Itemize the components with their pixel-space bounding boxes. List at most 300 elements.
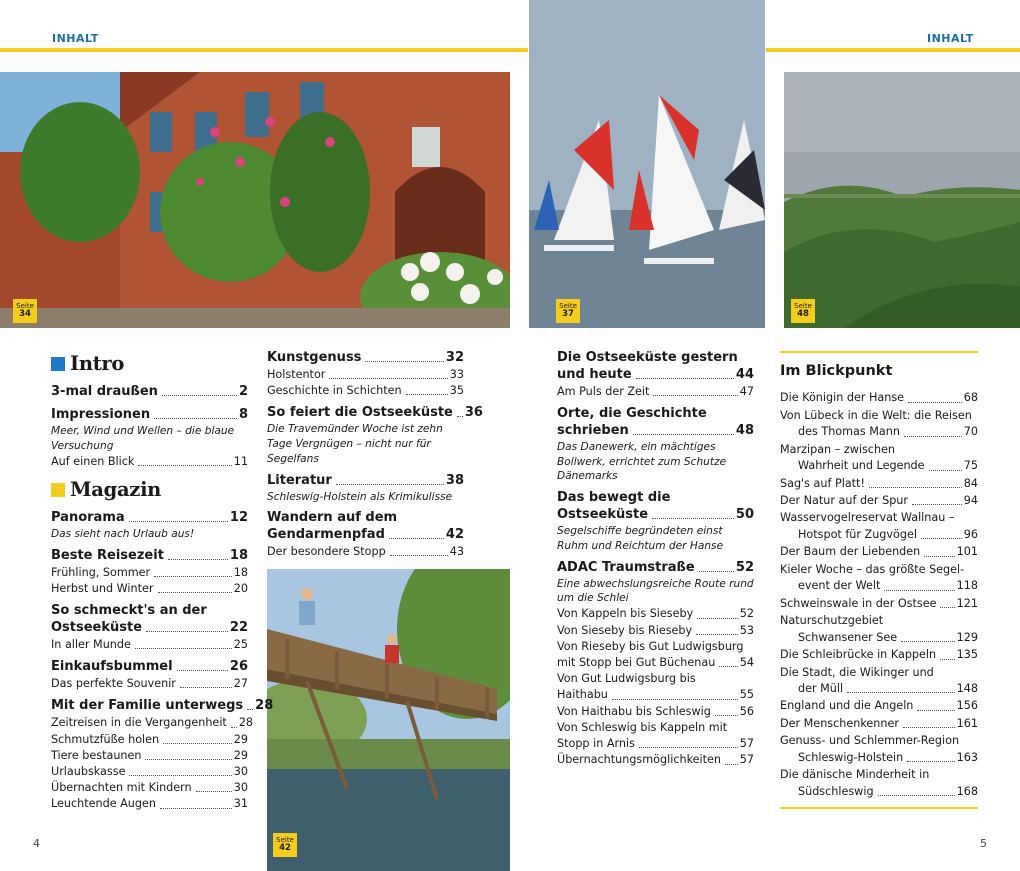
toc-page-number: 12 (229, 510, 248, 526)
toc-entry-text: So schmeckt's an der (51, 603, 207, 619)
toc-group (51, 659, 248, 692)
toc-entry (780, 733, 978, 749)
toc-entry (780, 767, 978, 783)
dot-leader (715, 715, 738, 716)
badge-page: 37 (562, 309, 574, 320)
toc-group (267, 473, 464, 505)
dot-leader (138, 465, 231, 466)
toc-entry-text: Von Haithabu bis Schleswig (557, 704, 711, 718)
toc-entry (780, 408, 978, 424)
dot-leader (231, 727, 237, 728)
toc-entry-text: Übernachtungsmöglichkeiten (557, 753, 721, 767)
toc-entry (51, 581, 248, 597)
toc-page-number: 30 (233, 781, 248, 795)
magazin-square-icon (51, 483, 65, 497)
toc-page-number: 11 (233, 454, 248, 468)
blickpunkt-item (780, 716, 978, 732)
dot-leader (406, 394, 448, 395)
toc-entry (51, 454, 248, 470)
toc-page-number: 20 (233, 582, 248, 596)
dot-leader (162, 395, 237, 396)
toc-entry-text: Wasservogelreservat Wallnau – (780, 511, 955, 525)
toc-entry-text: Ostseeküste (557, 507, 649, 523)
blickpunkt-item (780, 698, 978, 714)
blickpunkt-item (780, 442, 978, 475)
toc-description: Segelschiffe begründeten einst Ruhm und Reichtum der Hanse (557, 525, 724, 552)
toc-entry (780, 630, 978, 646)
toc-page-number: 135 (956, 648, 978, 662)
toc-heading (557, 490, 754, 507)
toc-entry-text: Literatur (267, 472, 332, 488)
blickpunkt-item (780, 390, 978, 406)
page-number-left: 4 (33, 837, 40, 850)
toc-page-number: 36 (464, 405, 483, 421)
toc-page-number: 118 (956, 579, 978, 593)
toc-heading (557, 367, 754, 384)
toc-entry-text: Das bewegt die (557, 490, 671, 506)
toc-entry-text: Übernachten mit Kindern (51, 781, 192, 795)
toc-entry-text: ADAC Traumstraße (557, 559, 695, 575)
toc-entry (780, 681, 978, 697)
toc-entry (780, 698, 978, 714)
dot-leader (129, 521, 228, 522)
toc-heading (51, 620, 248, 637)
toc-page-number: 96 (963, 527, 978, 541)
toc-page-number: 8 (238, 407, 248, 423)
dot-leader (158, 592, 232, 593)
toc-group (557, 490, 754, 553)
dot-leader (878, 795, 955, 796)
toc-page-number: 26 (229, 659, 248, 675)
intro-square-icon (51, 357, 65, 371)
toc-page-number: 75 (963, 459, 978, 473)
toc-entry (557, 687, 754, 703)
dot-leader (154, 418, 237, 419)
toc-entry-text: Von Rieseby bis Gut Ludwigsburg (557, 639, 744, 653)
page-badge (13, 299, 37, 323)
toc-group (557, 350, 754, 400)
header-rule-right (766, 48, 1020, 52)
toc-entry-text: Südschleswig (798, 784, 874, 798)
dot-leader (884, 590, 954, 591)
dot-leader (869, 487, 962, 488)
toc-page-number: 101 (956, 545, 978, 559)
toc-entry-text: Stopp in Arnis (557, 737, 635, 751)
toc-column-3 (557, 350, 754, 775)
blickpunkt-item (780, 647, 978, 663)
toc-page-number: 56 (739, 704, 754, 718)
toc-description: Schleswig-Holstein als Krimikulisse (267, 490, 453, 503)
header-inhalt-left: INHALT (52, 32, 99, 45)
toc-entry-text: Von Sieseby bis Rieseby (557, 623, 693, 637)
dot-leader (907, 761, 954, 762)
dot-leader (639, 747, 738, 748)
toc-page-number: 22 (229, 620, 248, 636)
toc-column-1 (51, 350, 274, 819)
badge-label: Seite (794, 302, 812, 310)
toc-entry (780, 390, 978, 406)
toc-entry-text: Das perfekte Souvenir (51, 677, 176, 691)
toc-page-number: 29 (233, 732, 248, 746)
dot-leader (940, 659, 955, 660)
toc-entry-text: Schmutzfüße holen (51, 732, 160, 746)
toc-entry (557, 736, 754, 752)
toc-page-number: 54 (739, 655, 754, 669)
blickpunkt-item (780, 596, 978, 612)
toc-heading (267, 405, 483, 422)
section-title: Magazin (70, 477, 162, 501)
toc-entry (267, 367, 464, 383)
toc-entry (780, 596, 978, 612)
section-intro (51, 350, 248, 378)
toc-entry-text: Die Stadt, die Wikinger und (780, 665, 934, 679)
dot-leader (146, 631, 228, 632)
dot-leader (917, 710, 954, 711)
badge-page: 48 (797, 309, 809, 320)
dot-leader (904, 436, 962, 437)
toc-entry-text: Die Ostseeküste gestern (557, 350, 738, 365)
photo-danewerk (784, 72, 1020, 328)
dot-leader (180, 687, 232, 688)
blickpunkt-item (780, 476, 978, 492)
toc-group (267, 405, 483, 466)
toc-heading (51, 698, 274, 715)
toc-entry-text: 3-mal draußen (51, 384, 158, 400)
toc-description: Eine abwechslungsreiche Route rund um die Schlei (557, 577, 754, 605)
toc-page-number: 42 (445, 527, 464, 543)
toc-group (51, 510, 248, 542)
toc-entry-text: England und die Angeln (780, 699, 914, 713)
toc-entry-text: Gendarmenpfad (267, 527, 385, 543)
blickpunkt-item (780, 767, 978, 800)
toc-entry (557, 623, 754, 639)
toc-entry (780, 613, 978, 629)
toc-page-number: 163 (956, 750, 978, 764)
dot-leader (168, 559, 228, 560)
toc-entry (557, 639, 754, 655)
toc-entry-text: Urlaubskasse (51, 765, 126, 779)
toc-page-number: 43 (449, 545, 464, 559)
toc-heading (267, 350, 464, 367)
dot-leader (145, 759, 231, 760)
toc-entry (780, 750, 978, 766)
toc-entry (557, 655, 754, 671)
dot-leader (719, 666, 737, 667)
toc-heading (267, 527, 464, 544)
dot-leader (908, 402, 962, 403)
toc-entry (780, 716, 978, 732)
toc-entry-text: Beste Reisezeit (51, 547, 164, 563)
toc-entry-text: Kieler Woche – das größte Segel- (780, 562, 965, 576)
toc-entry-text: Der Baum der Liebenden (780, 545, 921, 559)
toc-entry (51, 764, 248, 780)
dot-leader (247, 709, 253, 710)
badge-page: 34 (19, 309, 31, 320)
toc-entry-text: Die Schleibrücke in Kappeln (780, 648, 937, 662)
toc-entry-text: Die Königin der Hanse (780, 391, 905, 405)
toc-page-number: 53 (739, 623, 754, 637)
toc-entry-text: Tiere bestaunen (51, 748, 142, 762)
dot-leader (652, 518, 734, 519)
toc-entry-text: Der besondere Stopp (267, 545, 386, 559)
dot-leader (457, 416, 463, 417)
toc-entry-text: und heute (557, 366, 632, 382)
toc-page-number: 44 (735, 366, 754, 382)
toc-entry-text: Einkaufsbummel (51, 659, 173, 675)
toc-entry-text: Mit der Familie unterwegs (51, 698, 244, 714)
toc-entry-text: Impressionen (51, 407, 151, 423)
blickpunkt-item (780, 493, 978, 509)
toc-page-number: 31 (233, 797, 248, 811)
toc-entry-text: schrieben (557, 422, 629, 438)
toc-entry-text: Der Natur auf der Spur (780, 494, 908, 508)
dot-leader (725, 764, 738, 765)
toc-entry (267, 544, 464, 560)
toc-entry (780, 493, 978, 509)
toc-entry-text: Schweinswale in der Ostsee (780, 596, 937, 610)
dot-leader (903, 727, 955, 728)
dot-leader (196, 791, 232, 792)
blickpunkt-item (780, 562, 978, 595)
toc-heading (51, 603, 248, 620)
toc-page-number: 168 (956, 784, 978, 798)
toc-entry (557, 704, 754, 720)
toc-page-number: 33 (449, 367, 464, 381)
toc-entry (780, 647, 978, 663)
toc-description: Das sieht nach Urlaub aus! (51, 528, 195, 541)
badge-page: 42 (279, 843, 291, 854)
dot-leader (154, 576, 232, 577)
toc-entry-text: Hotspot für Zugvögel (798, 527, 917, 541)
toc-group (557, 560, 754, 769)
toc-page-number: 25 (233, 638, 248, 652)
toc-entry (557, 720, 754, 736)
photo-brick-houses (0, 72, 510, 328)
header-rule-left (0, 48, 528, 52)
dot-leader (697, 618, 738, 619)
dot-leader (699, 571, 734, 572)
toc-entry-text: mit Stopp bei Gut Büchenau (557, 655, 716, 669)
toc-entry (557, 384, 754, 400)
toc-heading (557, 507, 754, 524)
toc-description: Meer, Wind und Wellen – die blaue Versuchung (51, 425, 235, 452)
toc-page-number: 84 (963, 476, 978, 490)
toc-entry (780, 784, 978, 800)
badge-label: Seite (559, 302, 577, 310)
dot-leader (696, 634, 738, 635)
toc-heading (557, 423, 754, 440)
toc-entry (267, 383, 464, 399)
toc-entry (51, 780, 248, 796)
toc-entry (557, 752, 754, 768)
page-badge (556, 299, 580, 323)
toc-group (51, 384, 248, 401)
toc-entry (780, 578, 978, 594)
toc-entry-text: des Thomas Mann (798, 425, 900, 439)
toc-page-number: 52 (735, 559, 754, 575)
toc-entry-text: Genuss- und Schlemmer-Region (780, 734, 960, 748)
toc-entry (51, 732, 248, 748)
dot-leader (365, 361, 443, 362)
blickpunkt-title: Im Blickpunkt (780, 363, 893, 379)
toc-entry-text: Frühling, Sommer (51, 565, 151, 579)
dot-leader (847, 692, 955, 693)
toc-page-number: 28 (238, 716, 254, 730)
toc-entry-text: Orte, die Geschichte (557, 406, 707, 422)
toc-group (51, 698, 274, 812)
toc-entry (780, 562, 978, 578)
toc-page-number: 35 (449, 384, 464, 398)
toc-entry (780, 510, 978, 526)
toc-page-number: 48 (735, 422, 754, 438)
toc-heading (267, 473, 464, 490)
toc-page-number: 27 (233, 677, 248, 691)
toc-group (267, 350, 464, 399)
toc-entry-text: Wandern auf dem (267, 510, 398, 526)
toc-entry-text: Von Schleswig bis Kappeln mit (557, 720, 728, 734)
toc-heading (51, 384, 248, 401)
blickpunkt-item (780, 733, 978, 766)
dot-leader (612, 699, 738, 700)
toc-page-number: 161 (956, 716, 978, 730)
toc-heading (557, 406, 754, 423)
blickpunkt-item (780, 613, 978, 646)
toc-heading (51, 407, 248, 424)
toc-entry (780, 458, 978, 474)
toc-page-number: 29 (233, 748, 248, 762)
toc-page-number: 55 (739, 688, 754, 702)
photo-sailboats (529, 0, 765, 328)
toc-entry (780, 544, 978, 560)
toc-page-number: 57 (739, 753, 754, 767)
toc-entry (780, 476, 978, 492)
toc-page-number: 129 (956, 630, 978, 644)
toc-entry-text: Von Kappeln bis Sieseby (557, 607, 694, 621)
toc-heading (51, 548, 248, 565)
toc-heading (267, 510, 464, 527)
dot-leader (129, 775, 231, 776)
toc-entry (51, 565, 248, 581)
toc-page-number: 38 (445, 472, 464, 488)
toc-entry-text: So feiert die Ostseeküste (267, 405, 453, 421)
toc-description: Die Travemünder Woche ist zehn Tage Vergnügen – nicht nur für Segelfans (267, 423, 443, 465)
dot-leader (177, 670, 228, 671)
toc-heading (51, 510, 248, 527)
toc-page-number: 30 (233, 765, 248, 779)
toc-page-number: 156 (956, 699, 978, 713)
toc-entry-text: Auf einen Blick (51, 454, 135, 468)
toc-heading (557, 350, 754, 367)
toc-entry (51, 715, 254, 731)
toc-page-number: 28 (255, 698, 274, 714)
toc-entry-text: Der Menschenkenner (780, 716, 899, 730)
dot-leader (389, 538, 444, 539)
toc-entry-text: In aller Munde (51, 638, 131, 652)
blickpunkt-item (780, 544, 978, 560)
toc-entry-text: Panorama (51, 510, 125, 526)
toc-entry-text: event der Welt (798, 579, 881, 593)
photo-bridge (267, 569, 510, 871)
toc-entry (51, 748, 248, 764)
toc-page-number: 18 (233, 565, 248, 579)
blickpunkt-item (780, 510, 978, 543)
blickpunkt-box (780, 351, 978, 809)
toc-heading (51, 659, 248, 676)
toc-page-number: 50 (735, 507, 754, 523)
toc-heading (557, 560, 754, 577)
toc-entry-text: Marzipan – zwischen (780, 442, 896, 456)
toc-page-number: 121 (956, 596, 978, 610)
toc-entry-text: der Müll (798, 682, 844, 696)
toc-entry-text: Von Gut Ludwigsburg bis (557, 672, 696, 686)
toc-entry-text: Schwansener See (798, 630, 898, 644)
toc-entry-text: Schleswig-Holstein (798, 750, 904, 764)
badge-label: Seite (16, 302, 34, 310)
toc-entry-text: Die dänische Minderheit in (780, 768, 930, 782)
dot-leader (160, 808, 232, 809)
dot-leader (940, 607, 954, 608)
toc-entry-text: Zeitreisen in die Vergangenheit (51, 716, 227, 730)
dot-leader (336, 484, 444, 485)
toc-page-number: 68 (963, 391, 978, 405)
toc-entry-text: Kunstgenuss (267, 350, 362, 365)
toc-entry-text: Von Lübeck in die Welt: die Reisen (780, 408, 972, 422)
blickpunkt-item (780, 408, 978, 441)
toc-page-number: 2 (238, 384, 248, 400)
toc-page-number: 70 (963, 425, 978, 439)
toc-page-number: 57 (739, 737, 754, 751)
toc-entry (51, 676, 248, 692)
toc-group (51, 548, 248, 597)
toc-entry-text: Sag's auf Platt! (780, 476, 865, 490)
toc-entry (780, 665, 978, 681)
dot-leader (653, 395, 737, 396)
badge-label: Seite (276, 836, 294, 844)
page-number-right: 5 (980, 837, 987, 850)
dot-leader (901, 641, 954, 642)
section-title: Intro (70, 352, 125, 375)
toc-page-number: 47 (739, 384, 754, 398)
toc-entry-text: Haithabu (557, 688, 608, 702)
header-inhalt-right: INHALT (927, 32, 974, 45)
toc-group (51, 603, 248, 653)
toc-entry-text: Naturschutzgebiet (780, 614, 884, 628)
toc-page-number: 148 (956, 682, 978, 696)
dot-leader (929, 470, 962, 471)
toc-entry (557, 606, 754, 622)
toc-group (557, 406, 754, 484)
toc-entry (51, 796, 248, 812)
toc-page-number: 18 (229, 547, 248, 563)
blickpunkt-item (780, 665, 978, 698)
dot-leader (390, 555, 448, 556)
dot-leader (633, 434, 734, 435)
page-badge (273, 833, 297, 857)
dot-leader (163, 743, 232, 744)
toc-description: Das Danewerk, ein mächtiges Bollwerk, errichtet zum Schutze Dänemarks (557, 440, 727, 483)
toc-entry-text: Herbst und Winter (51, 582, 154, 596)
toc-entry-text: Am Puls der Zeit (557, 384, 650, 398)
page-badge (791, 299, 815, 323)
toc-entry-text: Ostseeküste (51, 620, 143, 636)
toc-entry-text: Geschichte in Schichten (267, 384, 402, 398)
toc-entry-text: Holstentor (267, 367, 326, 381)
section-magazin (51, 476, 248, 504)
dot-leader (329, 378, 447, 379)
toc-column-2 (267, 350, 483, 566)
toc-entry-text: Leuchtende Augen (51, 797, 156, 811)
toc-page-number: 32 (445, 350, 464, 365)
